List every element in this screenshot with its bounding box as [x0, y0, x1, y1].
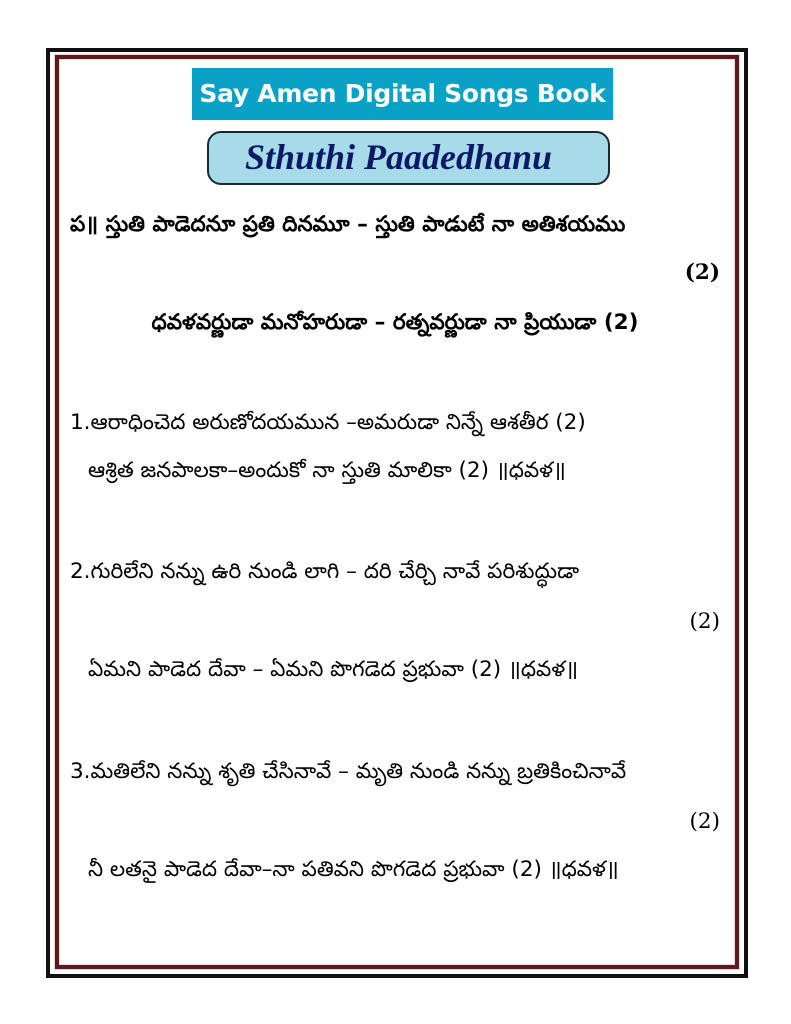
song-title: Sthuthi Paadedhanu — [207, 131, 610, 185]
verse-2-line-1-repeat: (2) — [689, 609, 720, 634]
songbook-banner: Say Amen Digital Songs Book — [192, 68, 613, 120]
verse-3-line-1-repeat: (2) — [689, 809, 720, 834]
chorus-line-2: ధవళవర్ణుడా మనోహరుడా – రత్నవర్ణుడా నా ప్రియుడా (2) — [151, 310, 639, 335]
verse-3-line-1: 3.మతిలేని నన్ను శృతి చేసినావే – మృతి నుండి నన్ను బ్రతికించినావే — [70, 759, 627, 784]
verse-1-line-1: 1.ఆరాధించెద అరుణోదయమున –అమరుడా నిన్నే ఆశతీర (2) — [70, 410, 586, 435]
verse-3-line-2: నీ లతనై పాడెద దేవా–నా పతివని పొగడెద ప్రభువా (2) ॥ధవళ॥ — [88, 857, 619, 882]
verse-2-line-2: ఏమని పాడెద దేవా – ఏమని పొగడెద ప్రభువా (2) ॥ధవళ॥ — [88, 657, 579, 682]
chorus-line-1-repeat: (2) — [684, 260, 720, 285]
chorus-line-1: ప॥ స్తుతి పాడెదనూ ప్రతి దినమూ – స్తుతి పాడుటే నా అతిశయము — [70, 212, 626, 237]
verse-1-line-2: ఆశ్రిత జనపాలకా–అందుకో నా స్తుతి మాలికా (2) ॥ధవళ॥ — [88, 458, 566, 483]
verse-2-line-1: 2.గురిలేని నన్ను ఉరి నుండి లాగి – దరి చేర్చి నావే పరిశుద్ధుడా — [70, 559, 580, 584]
